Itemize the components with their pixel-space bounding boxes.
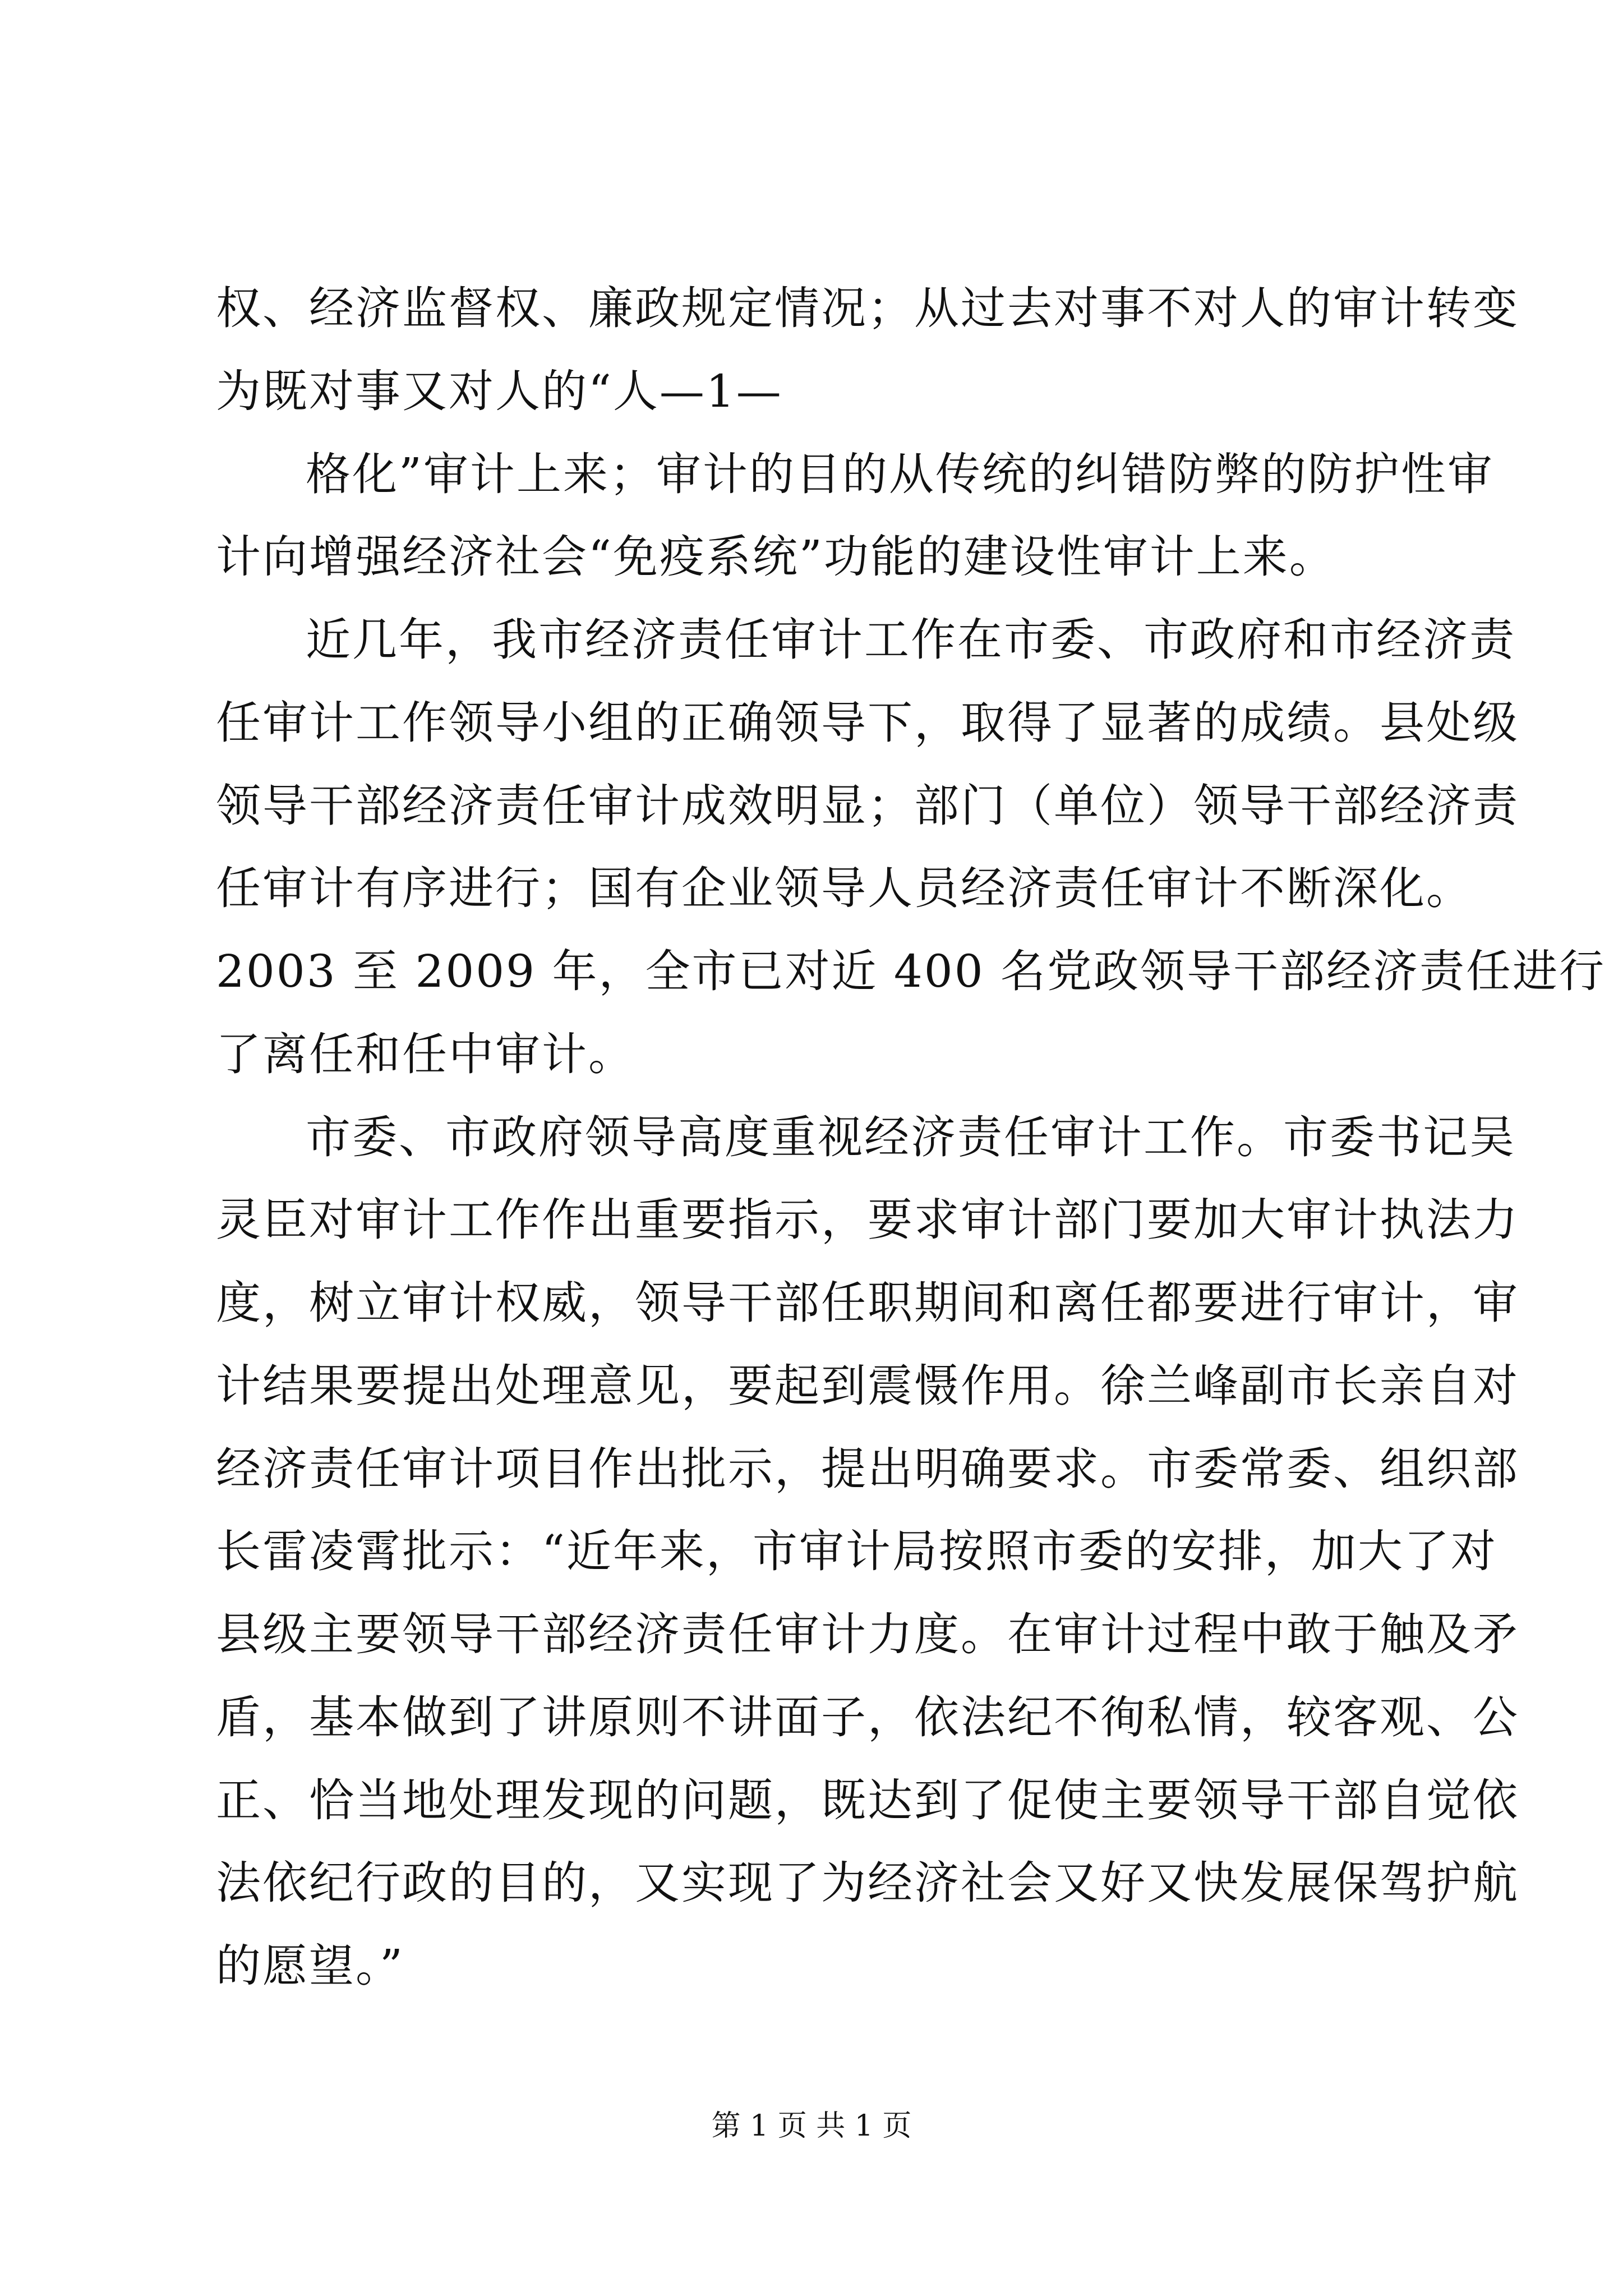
text-line-21: 的愿望。” [216,1940,404,1992]
text-line-15: 经济责任审计项目作出批示，提出明确要求。市委常委、组织部 [216,1443,1519,1495]
text-line-11: 市委、市政府领导高度重视经济责任审计工作。市委书记吴 [306,1111,1516,1163]
text-line-5: 近几年，我市经济责任审计工作在市委、市政府和市经济责 [306,614,1516,666]
text-line-9: 2003 至 2009 年，全市已对近 400 名党政领导干部经济责任进行 [216,945,1606,997]
text-line-20: 法依纪行政的目的，又实现了为经济社会又好又快发展保驾护航 [216,1857,1519,1909]
text-line-10: 了离任和任中审计。 [216,1028,635,1080]
text-line-13: 度，树立审计权威，领导干部任职期间和离任都要进行审计，审 [216,1277,1519,1329]
text-line-19: 正、恰当地处理发现的问题，既达到了促使主要领导干部自觉依 [216,1774,1519,1826]
text-line-6: 任审计工作领导小组的正确领导下，取得了显著的成绩。县处级 [216,697,1519,749]
text-line-8: 任审计有序进行；国有企业领导人员经济责任审计不断深化。 [216,862,1473,914]
text-line-16: 长雷凌霄批示：“近年来，市审计局按照市委的安排，加大了对 [216,1525,1497,1577]
text-line-4: 计向增强经济社会“免疫系统”功能的建设性审计上来。 [216,531,1336,583]
text-line-2: 为既对事又对人的“人—1— [216,365,783,417]
text-line-1: 权、经济监督权、廉政规定情况；从过去对事不对人的审计转变 [216,282,1519,334]
text-line-7: 领导干部经济责任审计成效明显；部门（单位）领导干部经济责 [216,780,1519,832]
text-line-18: 盾，基本做到了讲原则不讲面子，依法纪不徇私情，较客观、公 [216,1691,1519,1743]
text-line-17: 县级主要领导干部经济责任审计力度。在审计过程中敢于触及矛 [216,1608,1519,1660]
page-footer: 第 1 页 共 1 页 [711,2109,912,2143]
text-line-3: 格化”审计上来；审计的目的从传统的纠错防弊的防护性审 [306,448,1494,500]
text-line-14: 计结果要提出处理意见，要起到震慑作用。徐兰峰副市长亲自对 [216,1360,1519,1412]
text-line-12: 灵臣对审计工作作出重要指示，要求审计部门要加大审计执法力 [216,1194,1519,1246]
